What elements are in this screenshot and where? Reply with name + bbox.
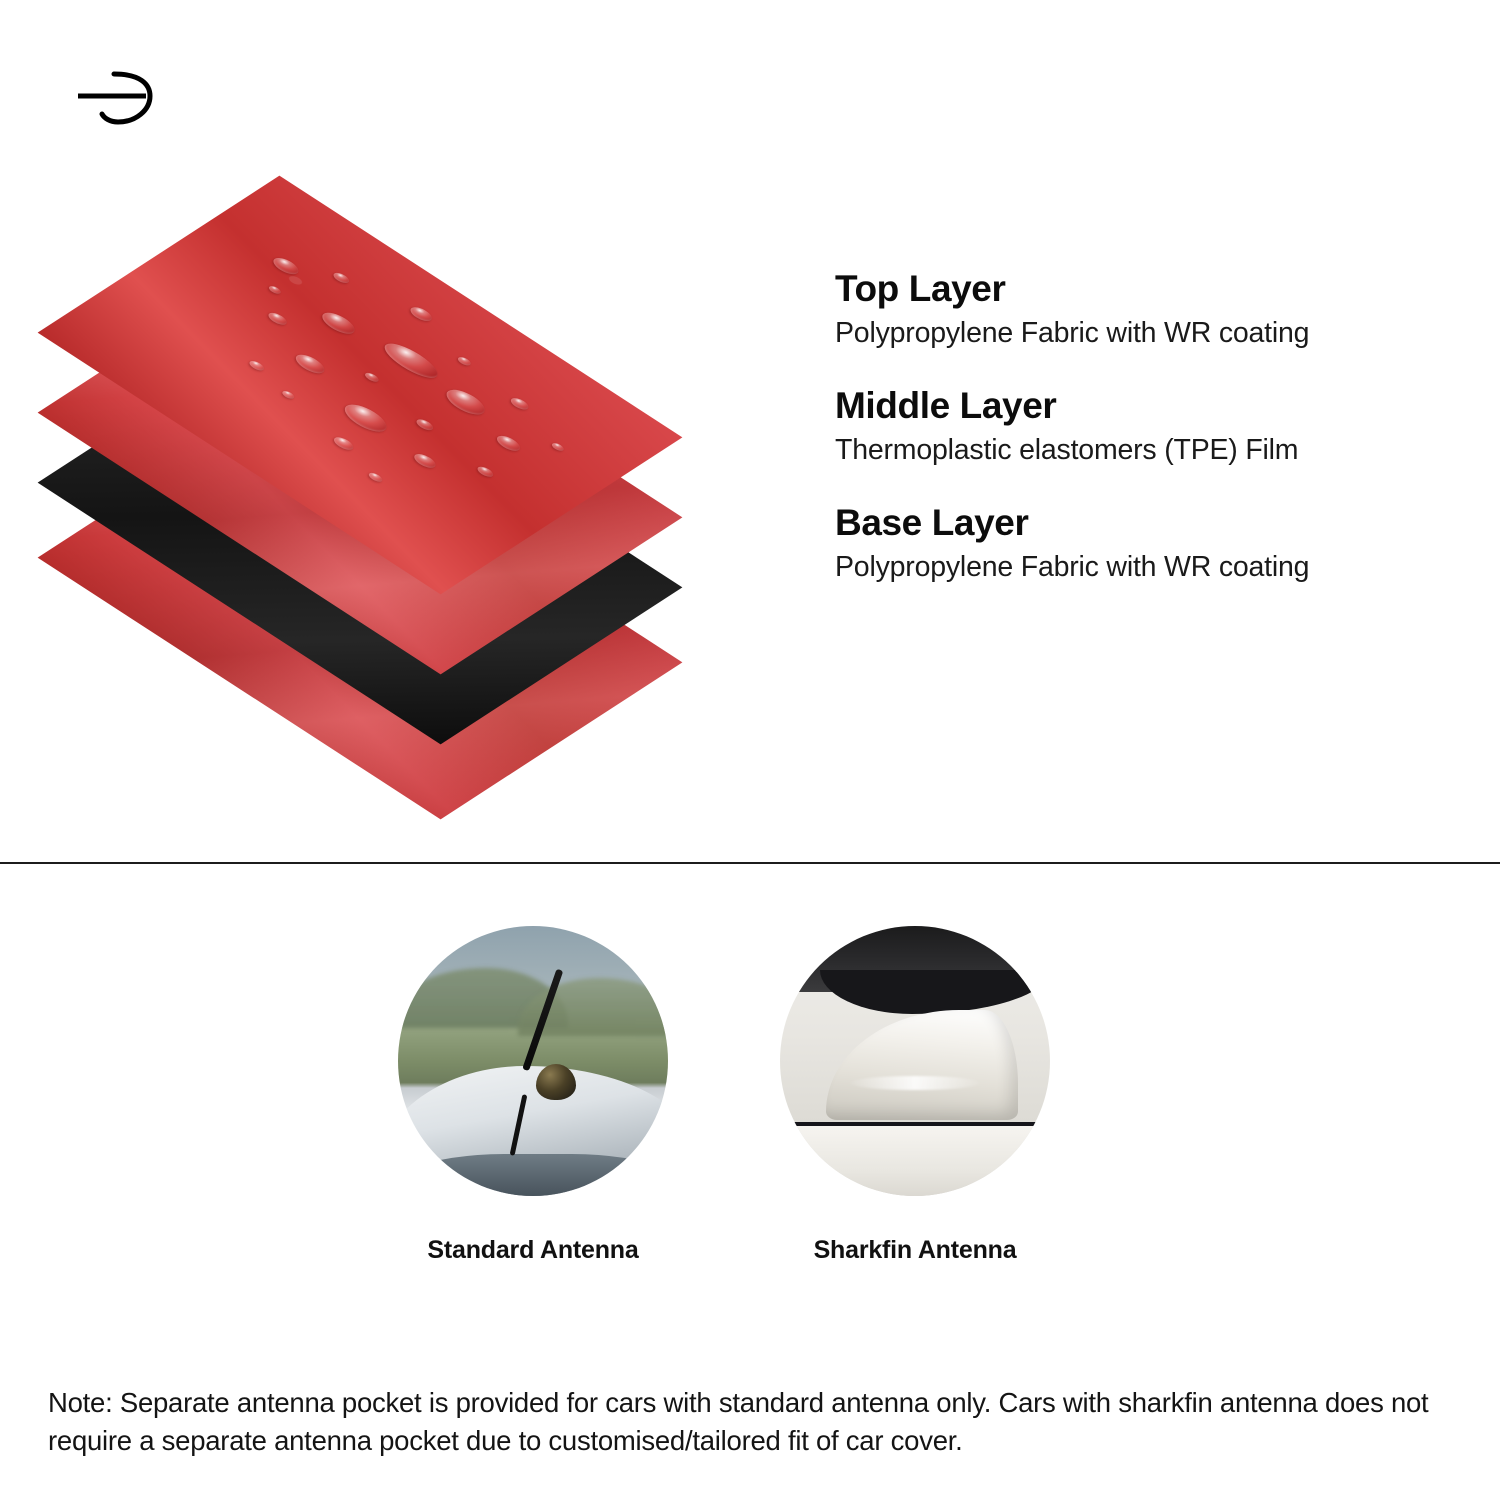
water-droplet [411, 452, 440, 471]
water-droplet [377, 339, 444, 383]
antenna-note: Note: Separate antenna pocket is provided for cars with standard antenna only. Cars with sharkfin antenna does not require a separate antenna pocket due to customised/tailored fit of car cover. [48, 1387, 1429, 1456]
background-shadow [820, 970, 1050, 1014]
antenna-caption: Standard Antenna [427, 1236, 639, 1264]
layer-description: Polypropylene Fabric with WR coating [835, 316, 1310, 349]
sharkfin-antenna-image [780, 926, 1050, 1196]
layer-description: Thermoplastic elastomers (TPE) Film [835, 433, 1299, 466]
layer-title: Base Layer [835, 502, 1029, 544]
layer-title: Middle Layer [835, 385, 1057, 427]
water-droplet [456, 356, 473, 367]
antenna-options [398, 926, 1098, 1265]
antenna-option-standard [398, 926, 668, 1265]
water-droplet [291, 352, 329, 377]
water-droplet [407, 305, 436, 324]
car-windshield [398, 1154, 668, 1196]
water-droplet [265, 311, 290, 327]
water-droplet [338, 400, 393, 436]
layer-block-base [835, 502, 1455, 585]
layer-block-middle [835, 385, 1455, 468]
water-droplet [475, 465, 496, 479]
water-droplet [508, 396, 532, 411]
antenna-caption: Sharkfin Antenna [813, 1236, 1017, 1264]
standard-antenna-photo [398, 926, 668, 1196]
water-droplet [267, 285, 283, 295]
layer-title: Top Layer [835, 268, 1006, 309]
water-droplet [331, 435, 357, 452]
water-droplet [367, 471, 385, 483]
sharkfin-shape [826, 1010, 1018, 1120]
antenna-base [536, 1064, 576, 1100]
car-body [780, 1126, 1050, 1196]
water-droplet [363, 371, 381, 383]
fabric-layers-illustration [90, 190, 790, 760]
standard-antenna-image [398, 926, 668, 1196]
layer-description: Polypropylene Fabric with WR coating [835, 550, 1310, 583]
water-droplet [440, 386, 491, 419]
water-droplet [317, 309, 360, 337]
layer-block-top [835, 268, 1455, 351]
water-droplet [414, 418, 436, 432]
layer-descriptions [835, 268, 1455, 619]
antenna-section [0, 864, 1500, 1500]
sharkfin-highlight [850, 1076, 980, 1090]
water-droplet [269, 255, 303, 277]
antenna-option-sharkfin [780, 926, 1050, 1265]
sharkfin-antenna-photo [780, 926, 1050, 1196]
water-droplet [247, 359, 267, 372]
water-droplet [493, 433, 524, 453]
water-droplet [280, 390, 296, 400]
water-droplet [550, 442, 566, 452]
water-droplet [331, 271, 352, 285]
